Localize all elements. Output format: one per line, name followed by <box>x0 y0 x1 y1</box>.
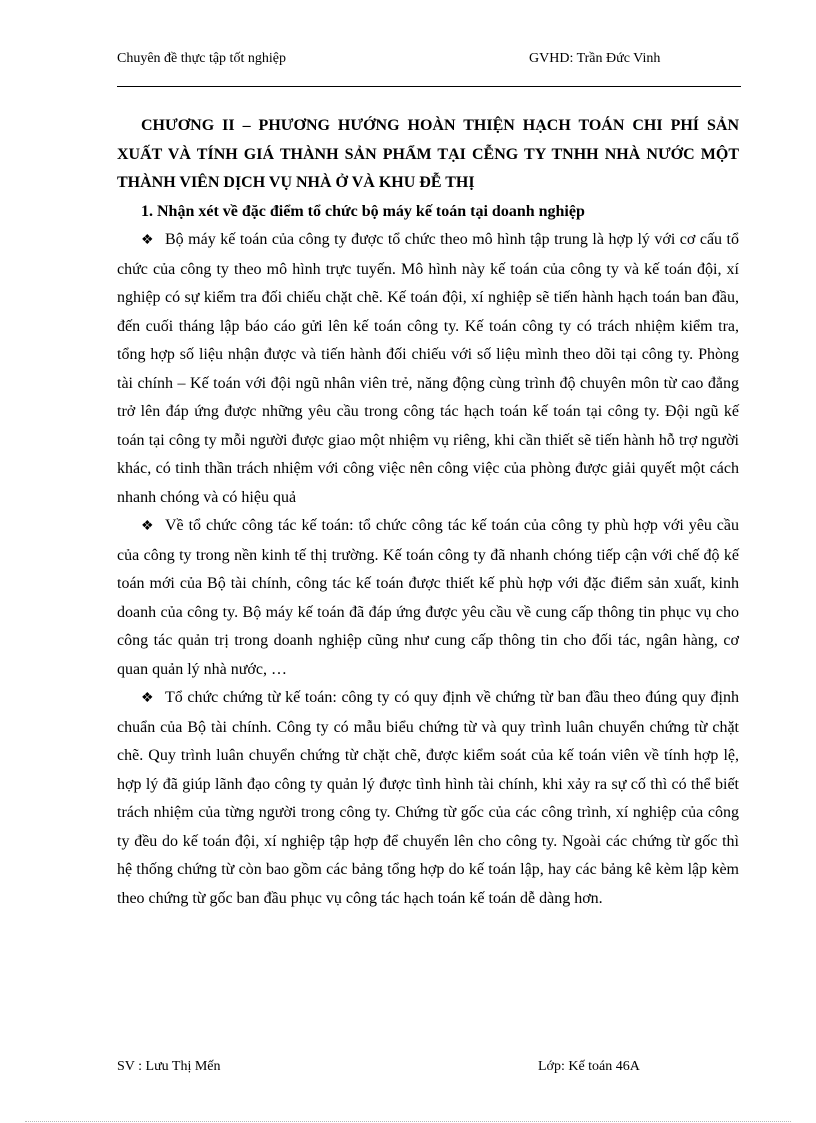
section-title: 1. Nhận xét về đặc điểm tổ chức bộ máy kế toán tại doanh nghiệp <box>141 202 585 220</box>
footer-right-text: Lớp: Kế toán 46A <box>538 1059 640 1074</box>
page-bottom-edge <box>25 1121 791 1122</box>
paragraph-1 <box>117 226 739 512</box>
page-body <box>117 112 739 913</box>
paragraph-3-text: Tổ chức chứng từ kế toán: công ty có quy định về chứng từ ban đầu theo đúng quy định chuẩn của Bộ tài chính. Công ty có mẫu biểu chứng từ và quy trình luân chuyển chứng từ chặt chẽ. Quy trình luân chuyển chứng từ chặt chẽ, được kiểm soát của kế toán viên về tính hợp lệ, hợp lý đã giúp lãnh đạo công ty quản lý được tình hình tài chính, khi xảy ra sự cố thì có thể biết trách nhiệm của từng người trong công ty. Chứng từ gốc của các công trình, xí nghiệp của công ty đều do kế toán đội, xí nghiệp tập hợp để chuyển lên cho công ty. Ngoài các chứng từ gốc thì hệ thống chứng từ còn bao gồm các bảng tổng hợp do kế toán lập, hay các bảng kê kèm lập kèm theo chứng từ gốc ban đầu phục vụ công tác hạch toán kế toán dễ dàng hơn. <box>117 689 739 907</box>
chapter-title: CHƯƠNG II – PHƯƠNG HƯỚNG HOÀN THIỆN HẠCH TOÁN CHI PHÍ SẢN XUẤT VÀ TÍNH GIÁ THÀNH SẢN PHẨM TẠI CỄNG TY TNHH NHÀ NƯỚC MỘT THÀNH VIÊN DỊCH VỤ NHÀ Ở VÀ KHU ĐỄ THỊ <box>117 117 739 191</box>
paragraph-2 <box>117 512 739 684</box>
footer-left-text: SV : Lưu Thị Mến <box>117 1059 221 1074</box>
diamond-bullet-icon: ❖ <box>141 691 154 706</box>
diamond-bullet-icon: ❖ <box>141 233 154 248</box>
header-right-text: GVHD: Trần Đức Vinh <box>529 51 661 66</box>
paragraph-2-text: Về tổ chức công tác kế toán: tổ chức công tác kế toán của công ty phù hợp với yêu cầu của công ty trong nền kinh tế thị trường. Kế toán công ty đã nhanh chóng tiếp cận với chế độ kế toán mới của Bộ tài chính, công tác kế toán được thiết kế phù hợp với đặc điểm sản xuất, kinh doanh của công ty. Bộ máy kế toán đã đáp ứng được yêu cầu về cung cấp thông tin phục vụ cho công tác quản trị trong doanh nghiệp cũng như cung cấp thông tin cho đối tác, ngân hàng, cơ quan quản lý nhà nước, … <box>117 517 739 678</box>
paragraph-3 <box>117 684 739 913</box>
header-left-text: Chuyên đề thực tập tốt nghiệp <box>117 51 286 66</box>
diamond-bullet-icon: ❖ <box>141 519 154 534</box>
paragraph-1-text: Bộ máy kế toán của công ty được tổ chức theo mô hình tập trung là hợp lý với cơ cấu tổ chức của công ty theo mô hình trực tuyến. Mô hình này kế toán của công ty và kế toán đội, xí nghiệp có sự kiểm tra đối chiếu chặt chẽ. Kế toán đội, xí nghiệp sẽ tiến hành hạch toán ban đầu, đến cuối tháng lập báo cáo gửi lên kế toán công ty. Kế toán công ty có trách nhiệm kiểm tra, tổng hợp số liệu nhận được và tiến hành đối chiếu với số liệu mình theo dõi tại công ty. Phòng tài chính – Kế toán với đội ngũ nhân viên trẻ, năng động cùng trình độ chuyên môn từ cao đẳng trở lên đáp ứng được những yêu cầu trong công tác hạch toán kế toán tại công ty. Đội ngũ kế toán tại công ty mỗi người được giao một nhiệm vụ riêng, khi cần thiết sẽ tiến hành hỗ trợ người khác, có tinh thần trách nhiệm với công việc nên công việc của phòng được giải quyết một cách nhanh chóng và có hiệu quả <box>117 231 739 506</box>
header-rule <box>117 86 741 87</box>
